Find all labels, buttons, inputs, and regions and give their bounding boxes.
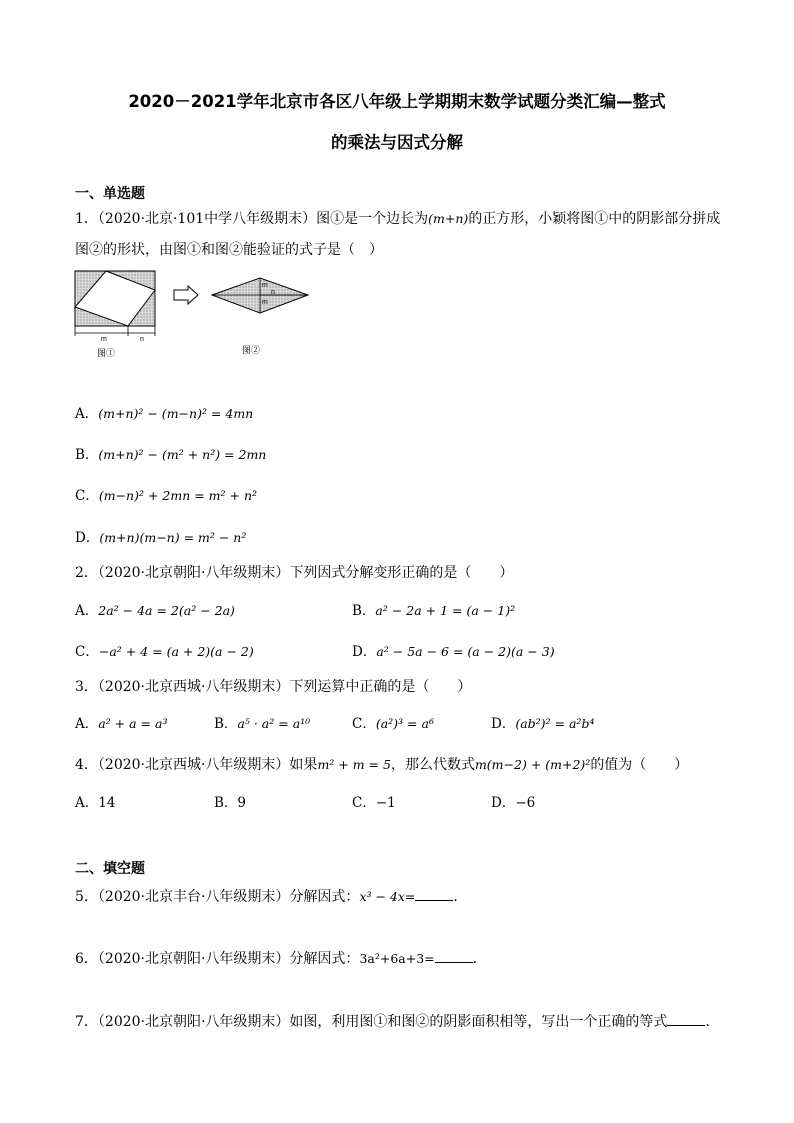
section-heading-fill-in: 二、填空题 — [75, 861, 145, 877]
option-expression: a² − 2a + 1 = (a − 1)² — [375, 603, 516, 618]
question-1-text-a: 1．（2020·北京·101中学八年级期末）图①是一个边长为 — [75, 211, 429, 227]
question-1-option-b[interactable] — [75, 443, 266, 463]
figure1-caption: 图① — [97, 349, 116, 359]
option-expression: (ab²)² = a²b⁴ — [515, 716, 595, 731]
question-2-option-c[interactable] — [75, 640, 254, 660]
question-4-text-c: 的值为（ ） — [590, 757, 689, 773]
option-label: A． — [75, 795, 99, 811]
question-1-option-c[interactable] — [75, 484, 257, 504]
option-label: C． — [75, 644, 99, 660]
question-5-answer-blank[interactable] — [415, 888, 453, 901]
option-label: A． — [75, 406, 99, 422]
option-expression: a² − 5a − 6 = (a − 2)(a − 3) — [376, 644, 555, 659]
question-4-option-b[interactable] — [214, 791, 246, 811]
question-3-option-d[interactable] — [491, 712, 594, 732]
page-title-line2: 的乘法与因式分解 — [331, 133, 463, 152]
option-expression: 2a² − 4a = 2(a² − 2a) — [98, 603, 235, 618]
question-4-option-d[interactable] — [491, 791, 535, 811]
question-1-line2: 图②的形状，由图①和图②能验证的式子是（ ） — [75, 242, 383, 258]
option-expression: −a² + 4 = (a + 2)(a − 2) — [98, 644, 254, 659]
page-title: 2020－2021学年北京市各区八年级上学期期末数学试题分类汇编—整式 — [128, 92, 666, 111]
question-7 — [75, 1011, 719, 1031]
option-label: C． — [352, 795, 376, 811]
option-expression: a⁵ · a² = a¹⁰ — [237, 716, 311, 731]
question-4-option-c[interactable] — [352, 791, 396, 811]
figure1-label-n: n — [140, 336, 144, 343]
question-1-option-d[interactable] — [75, 526, 246, 546]
figure2-label-m-bottom: m — [262, 299, 268, 306]
question-3-text: 3．（2020·北京西城·八年级期末）下列运算中正确的是（ ） — [75, 679, 472, 695]
question-5-end: ． — [453, 889, 468, 905]
question-4-text — [75, 754, 688, 774]
question-4-math-1: m² + m = 5 — [317, 757, 391, 772]
option-expression: (m+n)(m−n) = m² − n² — [99, 530, 247, 545]
figure-square-to-rhombus — [74, 268, 314, 363]
question-6-text: 6．（2020·北京朝阳·八年级期末）分解因式： — [75, 951, 360, 967]
question-3-option-c[interactable] — [352, 712, 434, 732]
question-2-option-d[interactable] — [352, 640, 555, 660]
option-expression: (m+n)² − (m−n)² = 4mn — [98, 406, 254, 421]
option-expression: 9 — [237, 795, 247, 811]
option-label: B． — [75, 447, 99, 463]
question-5 — [75, 886, 467, 906]
option-expression: (m−n)² + 2mn = m² + n² — [98, 488, 258, 503]
question-4-option-a[interactable] — [75, 791, 115, 811]
question-4-math-2: m(m−2) + (m+2)² — [474, 757, 591, 772]
question-4-text-a: 4．（2020·北京西城·八年级期末）如果 — [75, 757, 318, 773]
option-label: D． — [75, 530, 100, 546]
option-expression: (a²)³ = a⁶ — [375, 716, 434, 731]
figure2-caption: 图② — [242, 346, 261, 356]
option-expression: −1 — [375, 795, 396, 811]
question-3-option-b[interactable] — [214, 712, 310, 732]
option-label: B． — [352, 603, 376, 619]
arrow-icon — [174, 286, 198, 304]
question-2-option-b[interactable] — [352, 599, 515, 619]
option-label: C． — [352, 716, 376, 732]
question-6-math: 3a²+6a+3= — [359, 951, 435, 966]
option-expression: −6 — [515, 795, 536, 811]
question-5-text: 5．（2020·北京丰台·八年级期末）分解因式： — [75, 889, 360, 905]
question-6-answer-blank[interactable] — [435, 950, 473, 963]
question-6-end: ． — [472, 951, 487, 967]
option-label: D． — [491, 795, 516, 811]
figure2-label-n: n — [271, 289, 275, 296]
question-1-option-a[interactable] — [75, 402, 253, 422]
question-1-math: (m+n) — [428, 211, 469, 226]
question-1-text-b: 的正方形，小颖将图①中的阴影部分拼成 — [468, 211, 721, 227]
question-1-line1 — [75, 208, 720, 228]
option-label: D． — [352, 644, 377, 660]
question-4-text-b: ，那么代数式 — [390, 757, 475, 773]
option-expression: a² + a = a³ — [98, 716, 168, 731]
question-6 — [75, 948, 487, 968]
option-label: A． — [75, 716, 99, 732]
question-2-text: 2．（2020·北京朝阳·八年级期末）下列因式分解变形正确的是（ ） — [75, 565, 514, 581]
option-label: B． — [214, 716, 238, 732]
question-1-figure — [74, 268, 314, 363]
option-label: A． — [75, 603, 99, 619]
figure1-label-m: m — [101, 336, 107, 343]
question-7-answer-blank[interactable] — [667, 1013, 705, 1026]
question-2-option-a[interactable] — [75, 599, 235, 619]
question-3-option-a[interactable] — [75, 712, 167, 732]
option-label: D． — [491, 716, 516, 732]
option-label: C． — [75, 488, 99, 504]
option-expression: 14 — [98, 795, 116, 811]
question-7-text: 7．（2020·北京朝阳·八年级期末）如图，利用图①和图②的阴影面积相等，写出一个正确的等式 — [75, 1014, 668, 1030]
question-5-math: x³ − 4x= — [359, 889, 416, 904]
question-7-end: ． — [705, 1014, 720, 1030]
section-heading-single-choice: 一、单选题 — [75, 186, 145, 202]
option-label: B． — [214, 795, 238, 811]
figure2-label-m-top: m — [262, 282, 268, 289]
option-expression: (m+n)² − (m² + n²) = 2mn — [98, 447, 267, 462]
